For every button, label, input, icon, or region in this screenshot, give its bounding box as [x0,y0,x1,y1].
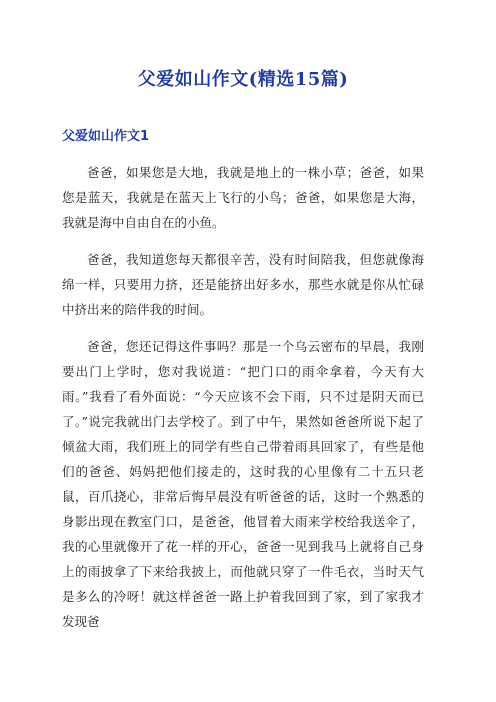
paragraph-1: 爸爸，如果您是大地，我就是地上的一株小草；爸爸，如果您是蓝天，我就是在蓝天上飞行的小鸟；爸爸，如果您是大海，我就是海中自由自在的小鱼。 [62,165,424,230]
paragraph-3: 爸爸，您还记得这件事吗？那是一个乌云密布的早晨，我刚要出门上学时，您对我说道：“把门口的雨伞拿着，今天有大雨。”我看了看外面说：“今天应该不会下雨，只不过是阴天而已了。”说完我就出门去学校了。到了中午，果然如爸爸所说下起了倾盆大雨，我们班上的同学有些自己带着雨具回家了，有些是他们的爸爸、妈妈把他们接走的，这时我的心里像有二十五只老鼠，百爪挠心，非常后悔早晨没有听爸爸的话，这时一个熟悉的身影出现在教室门口，是爸爸，他冒着大雨来学校给我送伞了，我的心里就像开了花一样的开心，爸爸一见到我马上就将自己身上的雨披拿了下来给我披上，而他就只穿了一件毛衣，当时天气是多么的冷呀！就这样爸爸一路上护着我回到了家，到了家我才发现爸 [62,339,424,629]
section-heading: 父爱如山作文1 [62,129,150,144]
essay-section-1 [62,128,424,634]
document-title: 父爱如山作文(精选15篇) [137,69,349,90]
paragraph-2: 爸爸，我知道您每天都很辛苦，没有时间陪我，但您就像海绵一样，只要用力挤，还是能挤出好多水，那些水就是你从忙碌中挤出来的陪伴我的时间。 [62,252,424,317]
